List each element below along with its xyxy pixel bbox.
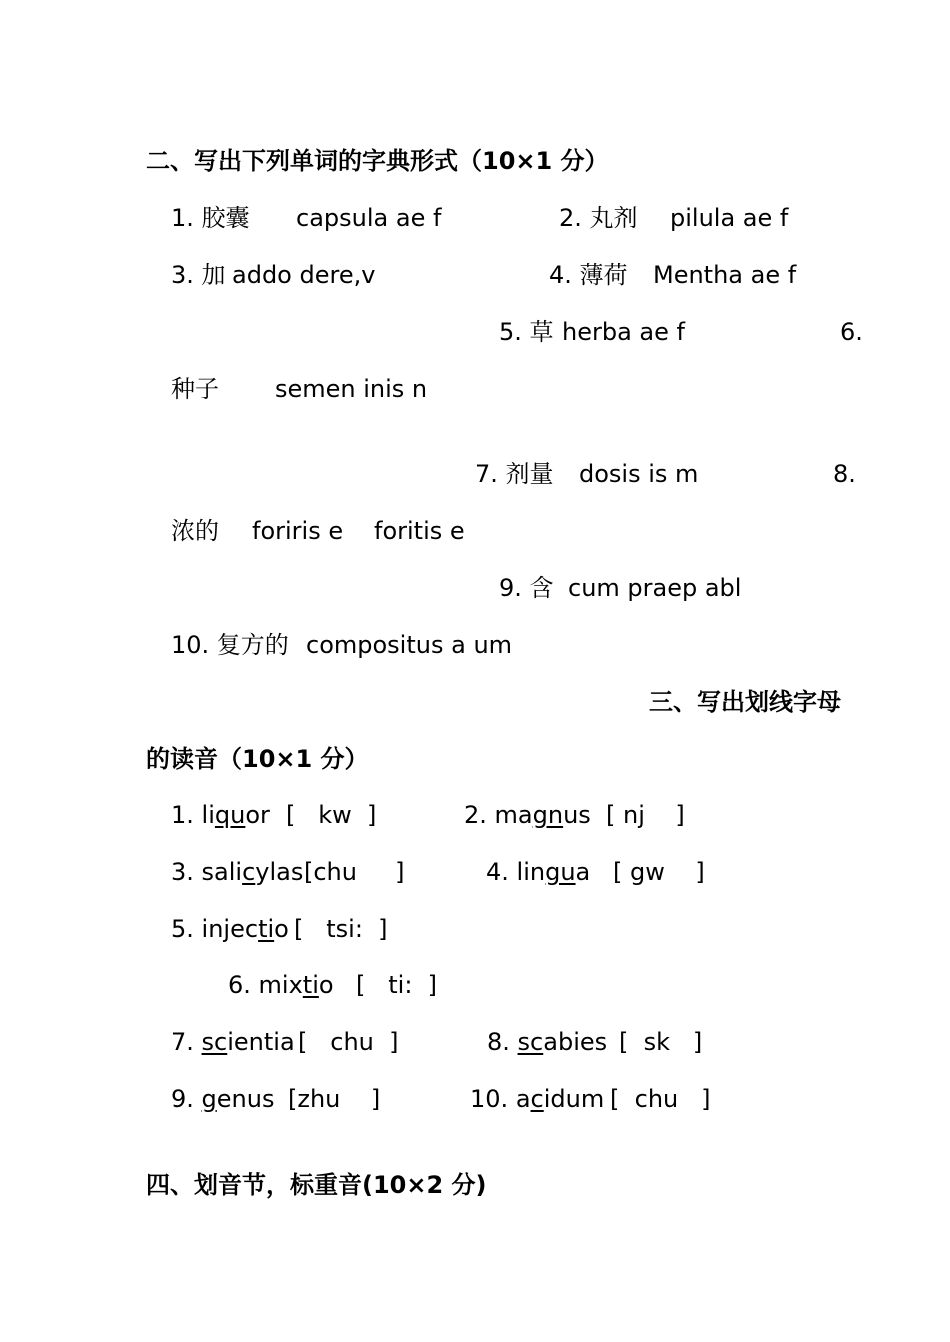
pron-bracket: [ nj ] (606, 801, 685, 829)
item-num: 2. 丸剂 (559, 204, 638, 232)
item-continuation: 浓的 (171, 517, 219, 545)
item-num: 7. 剂量 (475, 460, 554, 488)
underlined-letters: c (242, 858, 256, 886)
item-num: 9. 含 (499, 574, 554, 602)
pron-item: 10. acidum (470, 1085, 605, 1113)
pron-item: 6. mixtio (228, 971, 334, 999)
item-answer: cum praep abl (568, 574, 742, 602)
underlined-letters: sc (517, 1028, 544, 1056)
pron-item: 8. scabies (487, 1028, 608, 1056)
pron-bracket: [ chu ] (610, 1085, 711, 1113)
item-num: 1. 胶囊 (171, 204, 250, 232)
pron-bracket: [ chu ] (298, 1028, 399, 1056)
item-num: 10. 复方的 (171, 631, 289, 659)
underlined-letters: ti (302, 971, 319, 999)
item-answer: capsula ae f (296, 204, 442, 232)
pron-item: 7. scientia (171, 1028, 295, 1056)
underlined-letters: ti (258, 915, 275, 943)
item-answer: Mentha ae f (653, 261, 797, 289)
item-answer: compositus a um (306, 631, 513, 659)
item-answer: addo dere,v (232, 261, 376, 289)
item-answer: herba ae f (562, 318, 685, 346)
pron-bracket: [ gw ] (613, 858, 705, 886)
item-answer: dosis is m (579, 460, 699, 488)
section2-title: 二、写出下列单词的字典形式（10×1 分） (146, 147, 609, 175)
item-answer: foriris e (252, 517, 344, 545)
pron-item: 2. magnus (464, 801, 591, 829)
pron-item: 3. salicylas (171, 858, 304, 886)
pron-bracket: [ tsi: ] (294, 915, 388, 943)
item-answer: foritis e (374, 517, 465, 545)
underlined-letters: sc (201, 1028, 228, 1056)
item-num: 6. (840, 318, 863, 346)
pron-item: 5. injectio (171, 915, 289, 943)
pron-bracket: [ sk ] (619, 1028, 703, 1056)
pron-item: 4. lingua (486, 858, 591, 886)
underlined-letters: gu (545, 858, 576, 886)
section3-title: 三、写出划线字母 (649, 688, 841, 716)
underlined-letters: c (530, 1085, 544, 1113)
item-num: 5. 草 (499, 318, 554, 346)
item-continuation: 种子 (171, 375, 219, 403)
pron-item: 9. genus (171, 1085, 275, 1113)
section3-title-continuation: 的读音（10×1 分） (146, 745, 369, 773)
underlined-letters: qu (214, 801, 246, 829)
underlined-letters: g (201, 1085, 217, 1113)
item-num: 3. 加 (171, 261, 226, 289)
pron-bracket: [chu ] (304, 858, 405, 886)
item-answer: pilula ae f (670, 204, 789, 232)
pron-bracket: [zhu ] (288, 1085, 381, 1113)
underlined-letters: gn (532, 801, 564, 829)
pron-bracket: [ ti: ] (356, 971, 438, 999)
pron-bracket: [ kw ] (286, 801, 377, 829)
section4-title: 四、划音节，标重音(10×2 分) (146, 1171, 487, 1199)
item-answer: semen inis n (275, 375, 428, 403)
item-num: 8. (833, 460, 856, 488)
item-num: 4. 薄荷 (549, 261, 628, 289)
pron-item: 1. liquor (171, 801, 270, 829)
